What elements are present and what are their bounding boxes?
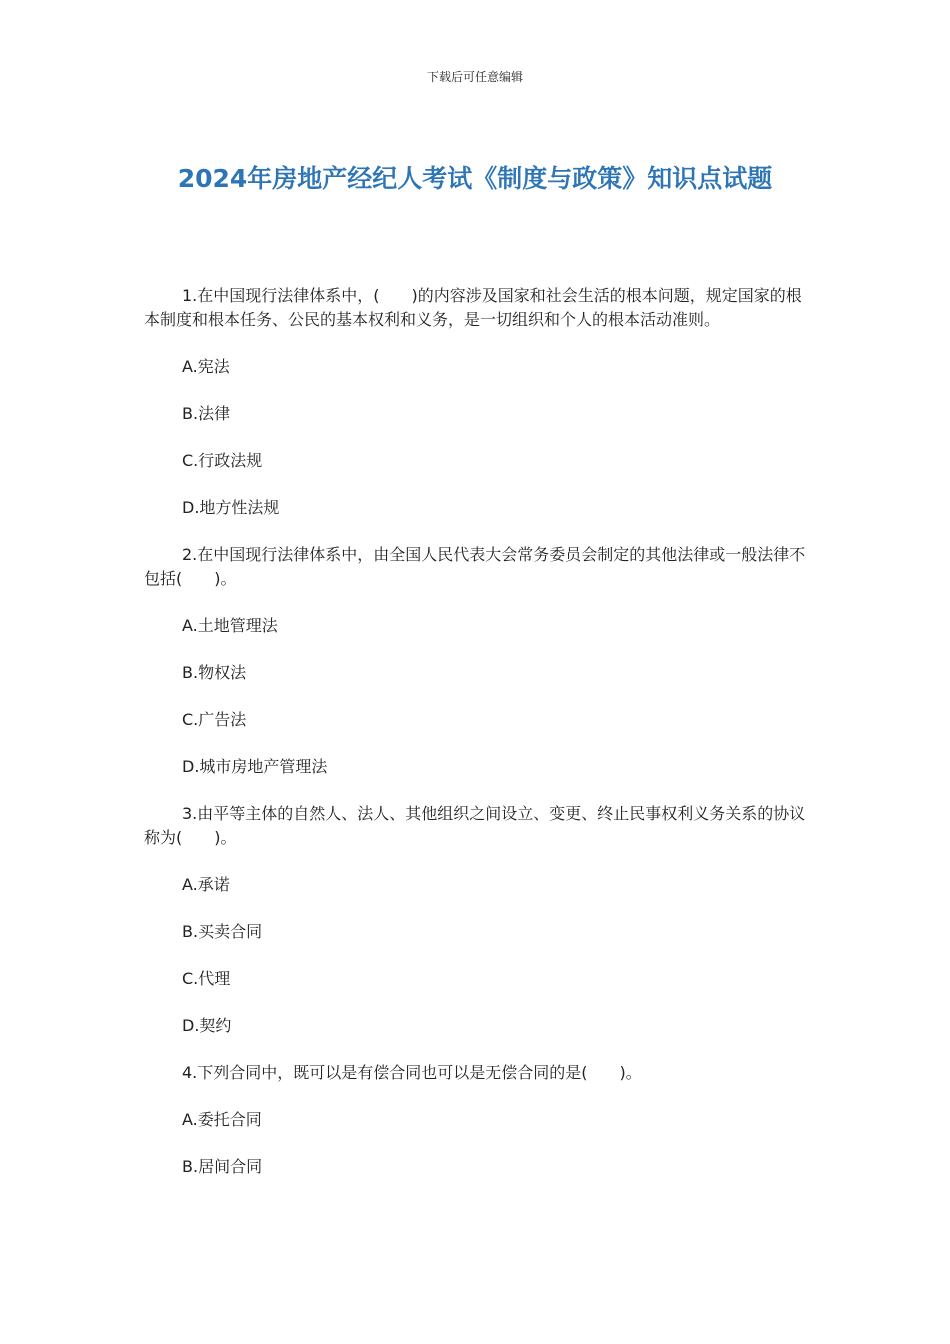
question-stem: 1.在中国现行法律体系中，( )的内容涉及国家和社会生活的根本问题，规定国家的根本制度和根本任务、公民的基本权利和义务，是一切组织和个人的根本活动准则。 [144,286,802,329]
option-a: A.承诺 [182,875,230,894]
question-stem: 3.由平等主体的自然人、法人、其他组织之间设立、变更、终止民事权利义务关系的协议称为( )。 [144,804,806,847]
question-stem: 4.下列合同中，既可以是有偿合同也可以是无偿合同的是( )。 [182,1063,642,1082]
question-4 [144,1061,806,1179]
option-d: D.契约 [182,1016,232,1035]
option-b: B.买卖合同 [182,922,263,941]
option-b: B.居间合同 [182,1157,263,1176]
option-a: A.宪法 [182,357,230,376]
option-b: B.法律 [182,404,231,423]
question-2 [144,543,806,779]
question-3 [144,802,806,1038]
option-a: A.土地管理法 [182,616,278,635]
page-header-note: 下载后可任意编辑 [426,70,523,84]
option-c: C.代理 [182,969,231,988]
question-list [144,284,806,1202]
document-title: 2024年房地产经纪人考试《制度与政策》知识点试题 [177,164,773,193]
option-a: A.委托合同 [182,1110,262,1129]
option-c: C.行政法规 [182,451,263,470]
question-1 [144,284,806,520]
option-b: B.物权法 [182,663,247,682]
question-stem: 2.在中国现行法律体系中，由全国人民代表大会常务委员会制定的其他法律或一般法律不包括( )。 [144,545,806,588]
option-d: D.城市房地产管理法 [182,757,328,776]
option-c: C.广告法 [182,710,247,729]
option-d: D.地方性法规 [182,498,280,517]
